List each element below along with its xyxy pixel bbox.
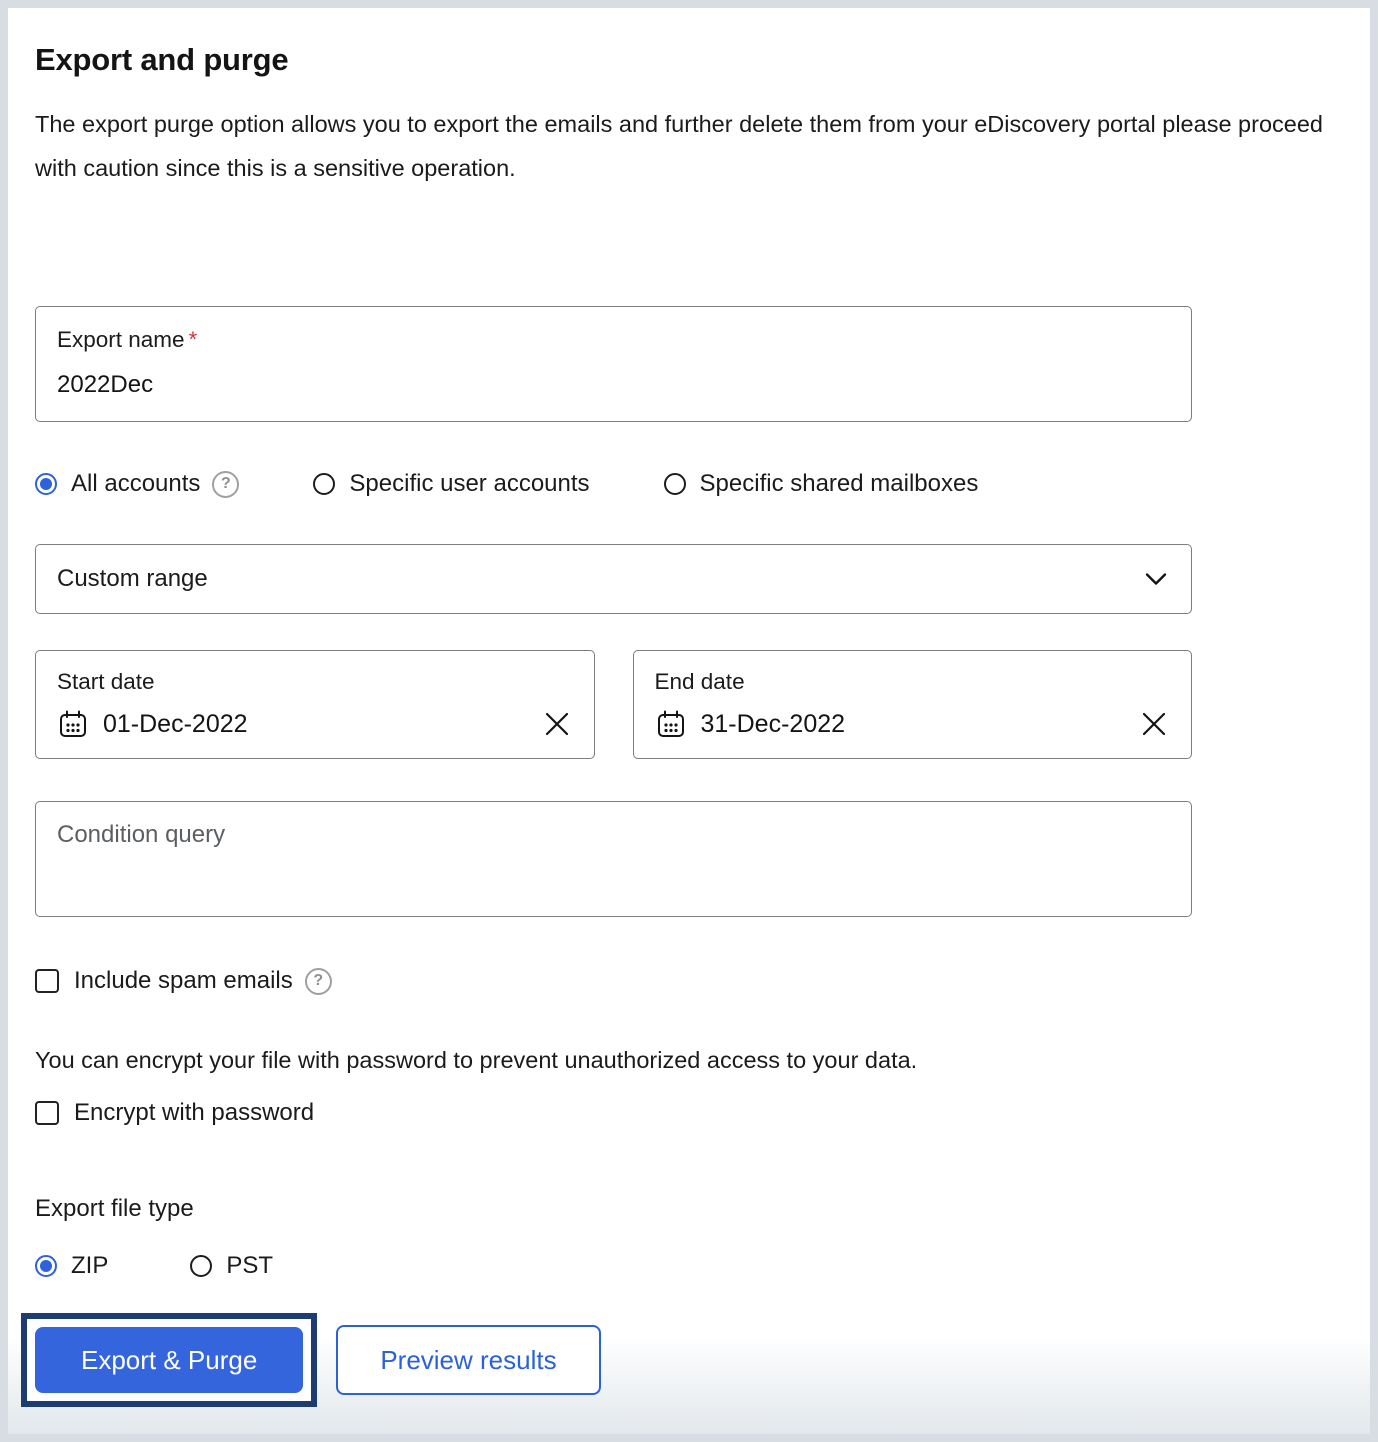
end-date-field[interactable] [633,650,1193,759]
account-scope-group [35,470,1343,498]
radio-button-icon[interactable] [35,473,57,495]
start-date-field[interactable] [35,650,595,759]
help-icon[interactable]: ? [212,471,239,498]
page-title: Export and purge [35,42,289,77]
actions-row [35,1313,1343,1407]
start-date-value[interactable]: 01-Dec-2022 [103,709,248,738]
export-purge-panel [8,8,1370,1434]
chevron-down-icon [1145,572,1167,586]
encrypt-password-row [35,1099,1343,1127]
radio-all-accounts[interactable] [35,470,239,498]
calendar-icon [57,708,89,740]
radio-label: Specific user accounts [349,470,590,497]
calendar-icon [655,708,687,740]
help-icon[interactable]: ? [305,968,332,995]
export-file-type-group [35,1252,1343,1280]
radio-button-icon[interactable] [664,473,686,495]
radio-pst[interactable] [190,1252,273,1280]
export-file-type-label: Export file type [35,1195,194,1222]
clear-end-date-icon[interactable] [1139,709,1169,739]
end-date-label: End date [654,669,745,694]
radio-label: PST [226,1252,274,1279]
export-name-value[interactable]: 2022Dec [57,371,154,398]
encrypt-password-checkbox[interactable] [35,1101,59,1125]
radio-zip[interactable] [35,1252,108,1280]
export-name-label: Export name * [57,327,198,352]
required-asterisk: * [188,327,198,352]
encryption-note: You can encrypt your file with password to prevent unauthorized access to your data. [35,1047,918,1073]
preview-results-button[interactable]: Preview results [336,1325,600,1395]
export-name-field[interactable] [35,306,1192,422]
page-description: The export purge option allows you to export the emails and further delete them from your eDiscovery portal please proceed with caution since this is a sensitive operation. [35,111,1323,181]
radio-label: All accounts [71,470,201,497]
primary-button-highlight-box [21,1313,317,1407]
radio-label: Specific shared mailboxes [699,470,979,497]
date-range-select[interactable] [35,544,1192,614]
include-spam-checkbox[interactable] [35,969,59,993]
radio-specific-user-accounts[interactable] [313,470,589,498]
date-range-selected-value: Custom range [57,565,208,592]
radio-label: ZIP [71,1252,109,1279]
condition-query-input[interactable] [35,801,1192,917]
start-date-label: Start date [57,669,155,694]
clear-start-date-icon[interactable] [542,709,572,739]
condition-query-placeholder: Condition query [57,821,226,848]
radio-button-icon[interactable] [313,473,335,495]
include-spam-label: Include spam emails [74,967,293,994]
encrypt-password-label: Encrypt with password [74,1099,315,1126]
radio-button-icon[interactable] [35,1255,57,1277]
radio-button-icon[interactable] [190,1255,212,1277]
radio-specific-shared-mailboxes[interactable] [664,470,979,498]
date-range-row [35,650,1192,759]
end-date-value[interactable]: 31-Dec-2022 [700,709,846,738]
export-and-purge-button[interactable]: Export & Purge [35,1327,303,1393]
include-spam-row [35,967,1343,995]
